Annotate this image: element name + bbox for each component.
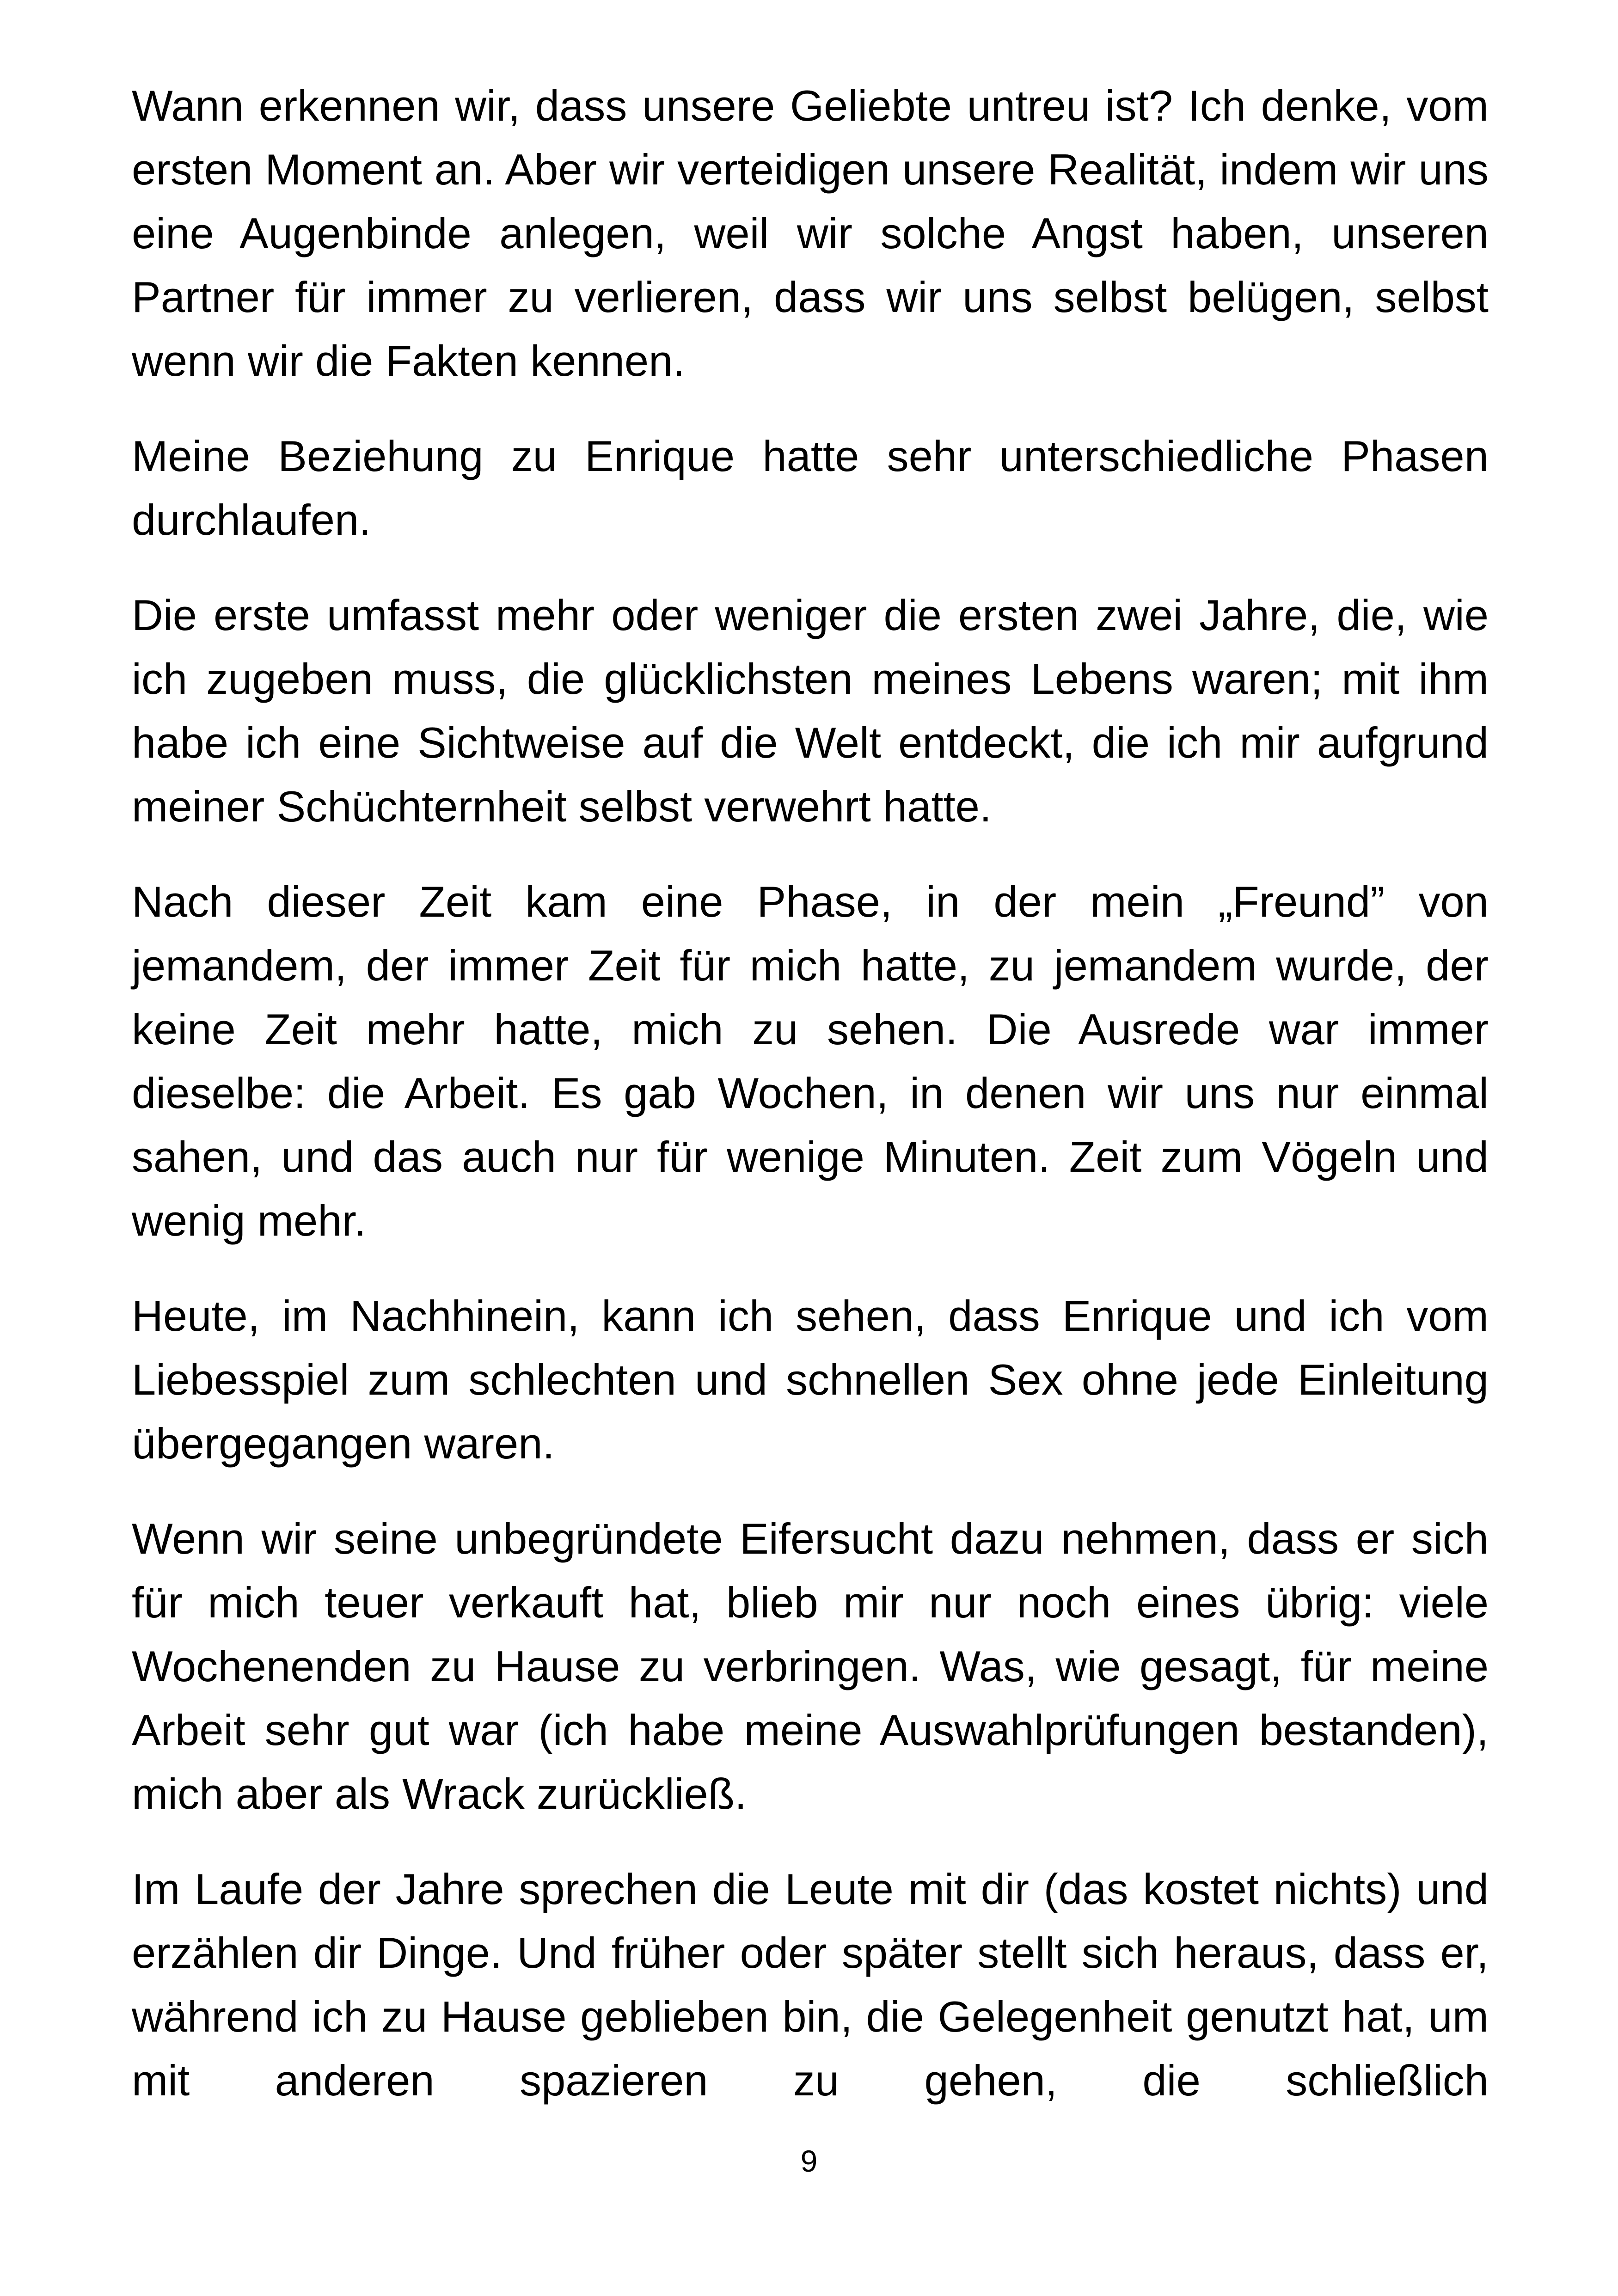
paragraph-last: Im Laufe der Jahre sprechen die Leute mit dir (das kostet nichts) und erzählen dir Dinge. Und früher oder später stellt sich heraus, dass er, während ich zu Hause geblieben bin, die Gelegenheit genutzt hat, um mit anderen spazieren zu gehen, die schließlich <box>132 1865 1489 2105</box>
paragraph: Heute, im Nachhinein, kann ich sehen, dass Enrique und ich vom Liebesspiel zum schlechten und schnellen Sex ohne jede Einleitung übergegangen waren. <box>132 1292 1489 1468</box>
paragraph: Wenn wir seine unbegründete Eifersucht dazu nehmen, dass er sich für mich teuer verkauft hat, blieb mir nur noch eines übrig: viele Wochenenden zu Hause zu verbringen. Was, wie gesagt, für meine Arbeit sehr gut war (ich habe meine Auswahlprüfungen bestanden), mich aber als Wrack zurückließ. <box>132 1514 1489 1818</box>
paragraph: Die erste umfasst mehr oder weniger die ersten zwei Jahre, die, wie ich zugeben muss, die glücklichsten meines Lebens waren; mit ihm habe ich eine Sichtweise auf die Welt entdeckt, die ich mir aufgrund meiner Schüchternheit selbst verwehrt hatte. <box>132 591 1489 831</box>
paragraph: Wann erkennen wir, dass unsere Geliebte untreu ist? Ich denke, vom ersten Moment an. Aber wir verteidigen unsere Realität, indem wir uns eine Augenbinde anlegen, weil wir solche Angst haben, unseren Partner für immer zu verlieren, dass wir uns selbst belügen, selbst wenn wir die Fakten kennen. <box>132 81 1489 385</box>
page-number: 9 <box>800 2144 818 2178</box>
body-text <box>132 74 1489 2112</box>
paragraph: Meine Beziehung zu Enrique hatte sehr unterschiedliche Phasen durchlaufen. <box>132 432 1489 544</box>
paragraph: Nach dieser Zeit kam eine Phase, in der mein „Freund” von jemandem, der immer Zeit für mich hatte, zu jemandem wurde, der keine Zeit mehr hatte, mich zu sehen. Die Ausrede war immer dieselbe: die Arbeit. Es gab Wochen, in denen wir uns nur einmal sahen, und das auch nur für wenige Minuten. Zeit zum Vögeln und wenig mehr. <box>132 877 1489 1245</box>
